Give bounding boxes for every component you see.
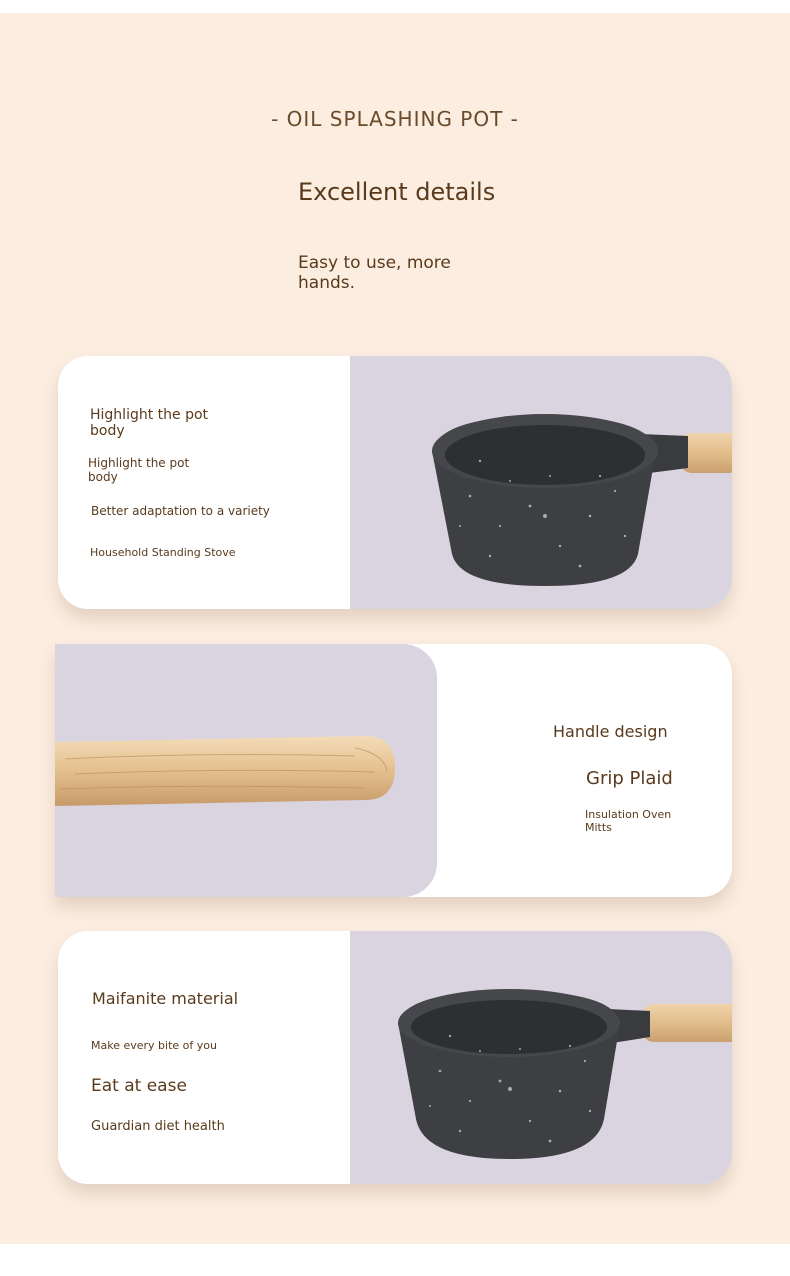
wood-handle-image xyxy=(55,644,437,897)
card-highlight: Eat at ease xyxy=(91,1076,187,1096)
page-background xyxy=(0,13,790,1244)
card-text: Household Standing Stove xyxy=(90,546,236,559)
handle-label: Handle design xyxy=(553,722,668,741)
product-photo-panel xyxy=(55,644,437,897)
product-photo-panel xyxy=(350,356,732,609)
card-text: Better adaptation to a variety xyxy=(91,504,270,518)
card-text: Guardian diet health xyxy=(91,1119,225,1134)
insulation-label: Insulation Oven Mitts xyxy=(585,808,672,834)
grip-label: Grip Plaid xyxy=(586,768,673,789)
pot-image xyxy=(350,356,732,609)
card-title: Highlight the pot body xyxy=(90,407,209,439)
feature-card-pot-body xyxy=(58,356,732,609)
card-text: Make every bite of you xyxy=(91,1039,217,1052)
pot-image xyxy=(350,931,732,1184)
section-kicker: - OIL SPLASHING POT - xyxy=(271,107,519,131)
card-title: Maifanite material xyxy=(92,989,239,1008)
feature-card-material xyxy=(58,931,732,1184)
card-subtitle: Highlight the pot body xyxy=(88,456,190,484)
product-photo-panel xyxy=(350,931,732,1184)
feature-card-handle xyxy=(55,644,732,897)
section-headline: Excellent details xyxy=(298,178,496,206)
section-lead: Easy to use, more hands. xyxy=(298,253,451,293)
